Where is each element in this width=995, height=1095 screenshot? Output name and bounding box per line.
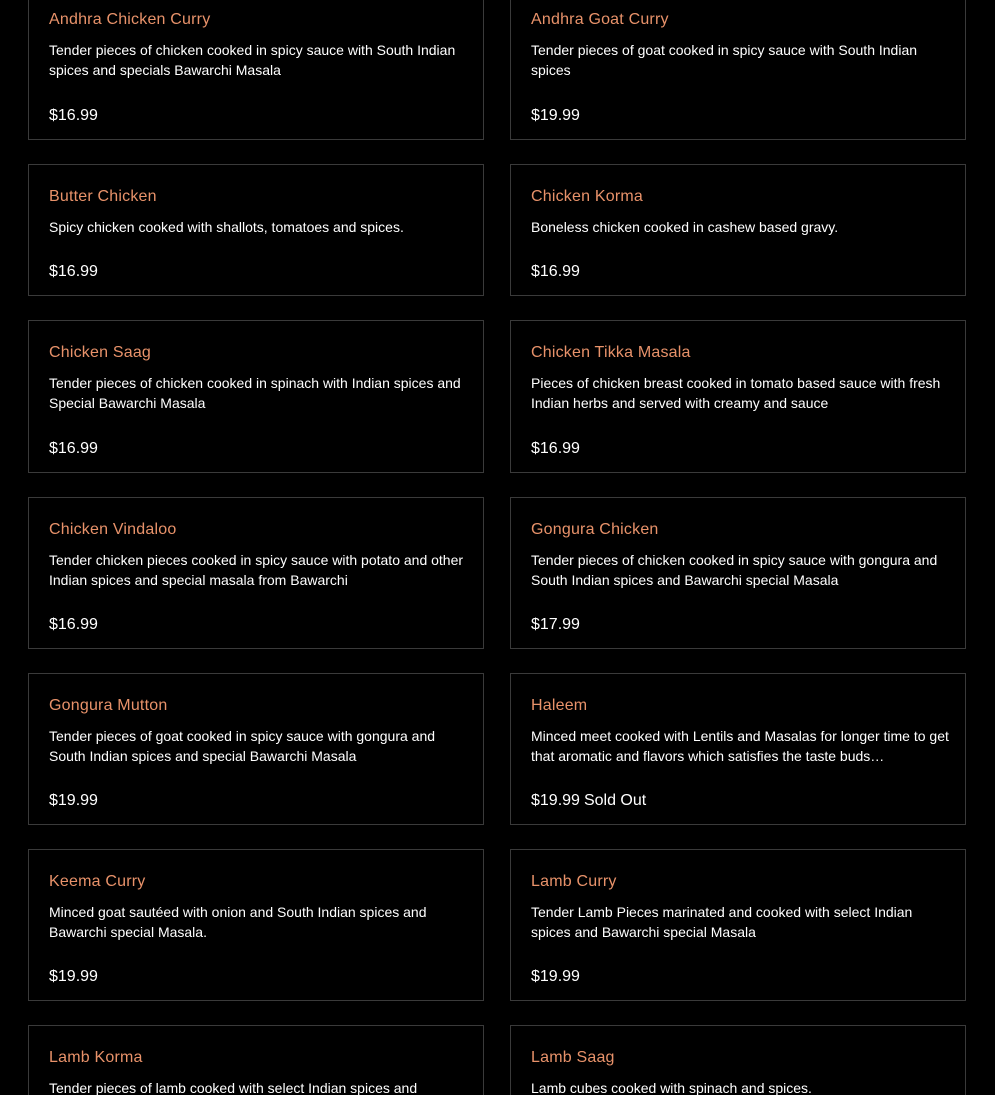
menu-item-description: Tender pieces of chicken cooked in spicy sauce with South Indian spices and specials Bawarchi Masala xyxy=(49,42,456,78)
menu-item-price: $16.99 xyxy=(49,616,98,633)
menu-item-title: Andhra Chicken Curry xyxy=(49,11,211,28)
sold-out-badge: Sold Out xyxy=(583,792,647,809)
menu-item-card[interactable] xyxy=(28,0,484,140)
menu-item-title: Lamb Curry xyxy=(531,873,617,890)
menu-item-description: Tender pieces of chicken cooked in spinach with Indian spices and Special Bawarchi Masala xyxy=(49,375,461,411)
menu-item-price-row xyxy=(49,107,98,125)
menu-item-title: Lamb Korma xyxy=(49,1049,143,1066)
menu-item-price: $16.99 xyxy=(49,107,98,124)
menu-item-price: $19.99 xyxy=(531,107,580,124)
menu-item-price-row xyxy=(49,263,98,281)
menu-item-price: $17.99 xyxy=(531,616,580,633)
menu-item-price-row xyxy=(531,616,580,634)
menu-item-price-row xyxy=(531,107,580,125)
menu-item-title: Haleem xyxy=(531,697,588,714)
menu-item-card[interactable] xyxy=(28,497,484,649)
menu-item-card[interactable] xyxy=(28,320,484,473)
menu-item-price-row xyxy=(531,440,580,458)
menu-item-description: Tender pieces of goat cooked in spicy sauce with gongura and South Indian spices and special Bawarchi Masala xyxy=(49,728,436,764)
menu-item-title: Chicken Tikka Masala xyxy=(531,344,691,361)
menu-item-description: Spicy chicken cooked with shallots, tomatoes and spices. xyxy=(49,219,404,235)
menu-item-price: $19.99 xyxy=(531,792,580,809)
menu-item-price-row xyxy=(531,263,580,281)
menu-item-price: $19.99 xyxy=(49,968,98,985)
menu-item-card[interactable] xyxy=(28,849,484,1001)
menu-item-description: Tender pieces of chicken cooked in spicy sauce with gongura and South Indian spices and Bawarchi special Masala xyxy=(531,552,938,588)
menu-item-title: Keema Curry xyxy=(49,873,146,890)
menu-item-price: $19.99 xyxy=(49,792,98,809)
menu-item-description: Lamb cubes cooked with spinach and spices. xyxy=(531,1080,812,1095)
menu-item-description: Boneless chicken cooked in cashew based gravy. xyxy=(531,219,839,235)
menu-item-price-row xyxy=(49,792,98,810)
menu-item-title: Lamb Saag xyxy=(531,1049,615,1066)
menu-item-price-row xyxy=(531,968,580,986)
menu-item-description: Tender pieces of lamb cooked with select Indian spices and xyxy=(49,1080,418,1095)
menu-item-title: Gongura Mutton xyxy=(49,697,168,714)
menu-item-title: Andhra Goat Curry xyxy=(531,11,669,28)
menu-item-description: Tender chicken pieces cooked in spicy sauce with potato and other Indian spices and special masala from Bawarchi xyxy=(49,552,464,588)
menu-item-description: Pieces of chicken breast cooked in tomato based sauce with fresh Indian herbs and served with creamy and sauce xyxy=(531,375,941,411)
menu-item-card[interactable] xyxy=(510,497,966,649)
menu-item-title: Chicken Korma xyxy=(531,188,643,205)
menu-item-price-row xyxy=(49,616,98,634)
menu-item-title: Chicken Saag xyxy=(49,344,152,361)
menu-item-title: Chicken Vindaloo xyxy=(49,521,177,538)
menu-item-card[interactable] xyxy=(510,320,966,473)
menu-item-description: Minced meet cooked with Lentils and Masalas for longer time to get that aromatic and flavors which satisfies the taste buds… xyxy=(531,728,949,764)
menu-item-card[interactable] xyxy=(510,849,966,1001)
menu-item-card[interactable] xyxy=(28,1025,484,1095)
menu-item-card[interactable] xyxy=(510,673,966,825)
menu-item-price-row xyxy=(49,440,98,458)
menu-item-card[interactable] xyxy=(510,164,966,296)
menu-item-title: Butter Chicken xyxy=(49,188,157,205)
menu-item-card[interactable] xyxy=(28,673,484,825)
menu-item-description: Tender Lamb Pieces marinated and cooked with select Indian spices and Bawarchi special Masala xyxy=(531,904,913,940)
menu-item-title: Gongura Chicken xyxy=(531,521,659,538)
menu-item-card[interactable] xyxy=(510,1025,966,1095)
menu-item-price: $16.99 xyxy=(531,440,580,457)
menu-item-price: $16.99 xyxy=(49,440,98,457)
menu-item-price: $19.99 xyxy=(531,968,580,985)
menu-item-price: $16.99 xyxy=(531,263,580,280)
menu-item-price: $16.99 xyxy=(49,263,98,280)
menu-item-card[interactable] xyxy=(28,164,484,296)
menu-item-card[interactable] xyxy=(510,0,966,140)
menu-item-price-row xyxy=(531,792,646,810)
menu-item-description: Tender pieces of goat cooked in spicy sauce with South Indian spices xyxy=(531,42,918,78)
menu-item-description: Minced goat sautéed with onion and South Indian spices and Bawarchi special Masala. xyxy=(49,904,427,940)
menu-item-price-row xyxy=(49,968,98,986)
